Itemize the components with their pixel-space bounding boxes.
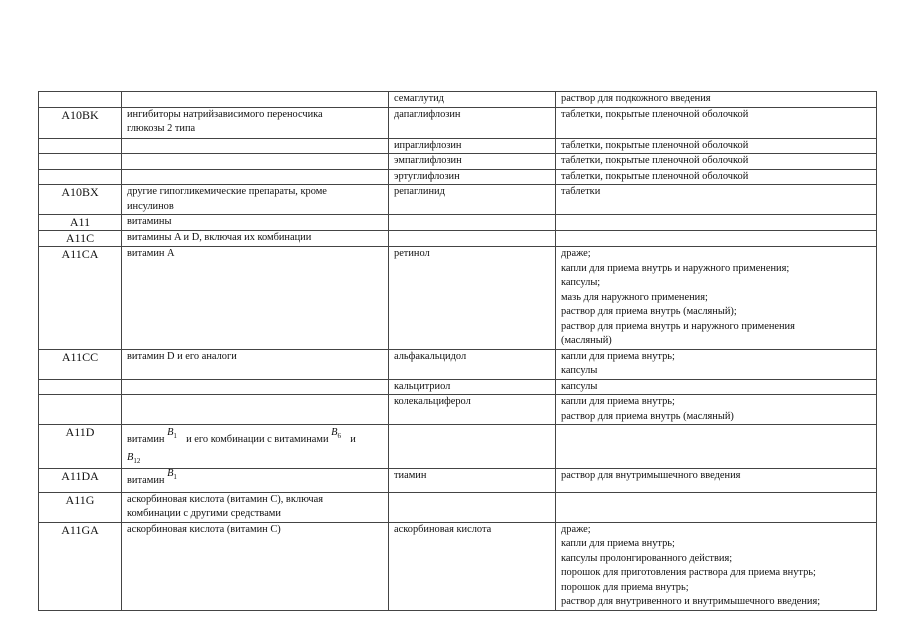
form-line: таблетки [561, 186, 601, 197]
table-row [39, 185, 877, 215]
forms-cell [556, 138, 877, 154]
forms-cell [556, 231, 877, 247]
group-line [127, 468, 383, 492]
atc-code-cell: A10BX [39, 185, 122, 215]
inn-cell [389, 492, 556, 522]
group-line [127, 451, 383, 469]
group-cell [122, 154, 389, 170]
group-text: и [350, 434, 356, 445]
table-row [39, 379, 877, 395]
group-line [127, 427, 383, 451]
group-text: витамин [127, 475, 165, 487]
group-text: и его комбинации с витаминами [186, 434, 329, 445]
inn-cell: эмпаглифлозин [389, 154, 556, 170]
group-cell [122, 379, 389, 395]
form-line: (масляный) [561, 335, 612, 346]
form-line: капли для приема внутрь; [561, 396, 675, 407]
table-row [39, 92, 877, 108]
table-row [39, 169, 877, 185]
group-cell [122, 169, 389, 185]
form-line: капсулы пролонгированного действия; [561, 552, 733, 564]
form-line: капсулы [561, 380, 598, 392]
group-text: витамин [127, 434, 165, 445]
atc-code-cell: A11G [39, 492, 122, 522]
inn-cell [389, 231, 556, 247]
group-line: аскорбиновая кислота (витамин C) [127, 523, 281, 535]
group-line: инсулинов [127, 200, 174, 212]
inn-cell [389, 215, 556, 231]
inn-cell: тиамин [389, 469, 556, 493]
atc-code-cell [39, 154, 122, 170]
forms-cell [556, 349, 877, 379]
atc-code-cell: A11DA [39, 469, 122, 493]
form-line: капли для приема внутрь; [561, 538, 675, 550]
inn-cell: аскорбиновая кислота [389, 522, 556, 610]
form-line: таблетки, покрытые пленочной оболочкой [561, 139, 749, 151]
atc-code-cell [39, 92, 122, 108]
table-row [39, 247, 877, 350]
vitamin-b12-symbol: $B_{12}$ [127, 451, 141, 465]
inn-cell: эртуглифлозин [389, 169, 556, 185]
forms-cell [556, 154, 877, 170]
form-line: капсулы; [561, 277, 601, 288]
group-line: витамины A и D, включая их комбинации [127, 232, 312, 243]
group-line: другие гипогликемические препараты, кроме [127, 186, 327, 197]
table-row [39, 425, 877, 469]
inn-cell: семаглутид [389, 92, 556, 108]
inn-cell: дапаглифлозин [389, 107, 556, 138]
atc-code-cell [39, 395, 122, 425]
group-cell [122, 231, 389, 247]
atc-code-cell: A11GA [39, 522, 122, 610]
forms-cell [556, 425, 877, 469]
group-line: комбинации с другими средствами [127, 508, 281, 520]
form-line: раствор для внутривенного и внутримышечного введения; [561, 596, 821, 608]
atc-code-cell: A11C [39, 231, 122, 247]
forms-cell [556, 522, 877, 610]
atc-code-cell [39, 169, 122, 185]
inn-cell: кальцитриол [389, 379, 556, 395]
inn-cell: ретинол [389, 247, 556, 350]
table-row [39, 107, 877, 138]
group-line: ингибиторы натрийзависимого переносчика [127, 108, 323, 120]
table-row [39, 522, 877, 610]
table-row [39, 231, 877, 247]
group-line: витамин A [127, 248, 175, 259]
group-cell [122, 185, 389, 215]
group-cell [122, 92, 389, 108]
table-row [39, 154, 877, 170]
form-line: таблетки, покрытые пленочной оболочкой [561, 170, 749, 182]
forms-cell [556, 169, 877, 185]
group-line: аскорбиновая кислота (витамин C), включая [127, 493, 324, 505]
drug-table [38, 91, 877, 611]
atc-code-cell: A11D [39, 425, 122, 469]
vitamin-b6-symbol: $B_6$ [331, 427, 341, 441]
group-cell [122, 349, 389, 379]
group-cell [122, 138, 389, 154]
form-line: порошок для приема внутрь; [561, 581, 689, 593]
table-row [39, 138, 877, 154]
vitamin-b1-symbol: $B_1$ [167, 427, 177, 441]
group-cell [122, 492, 389, 522]
form-line: раствор для приема внутрь (масляный); [561, 306, 737, 317]
table-row [39, 469, 877, 493]
atc-code-cell: A11 [39, 215, 122, 231]
form-line: капли для приема внутрь; [561, 350, 675, 362]
form-line: раствор для приема внутрь (масляный) [561, 410, 734, 422]
group-cell [122, 469, 389, 493]
form-line: мазь для наружного применения; [561, 291, 708, 303]
form-line: раствор для подкожного введения [561, 93, 711, 104]
forms-cell [556, 215, 877, 231]
inn-cell: ипраглифлозин [389, 138, 556, 154]
group-cell [122, 107, 389, 138]
atc-code-cell: A10BK [39, 107, 122, 138]
forms-cell [556, 247, 877, 350]
form-line: раствор для приема внутрь и наружного применения [561, 320, 795, 332]
atc-code-cell [39, 379, 122, 395]
group-line: витамины [127, 216, 172, 227]
table-row [39, 349, 877, 379]
form-line: таблетки, покрытые пленочной оболочкой [561, 155, 749, 166]
inn-cell [389, 425, 556, 469]
forms-cell [556, 469, 877, 493]
atc-code-cell [39, 138, 122, 154]
atc-code-cell: A11CA [39, 247, 122, 350]
table-row [39, 492, 877, 522]
group-cell [122, 425, 389, 469]
forms-cell [556, 395, 877, 425]
group-cell [122, 247, 389, 350]
inn-cell: репаглинид [389, 185, 556, 215]
group-cell [122, 522, 389, 610]
forms-cell [556, 492, 877, 522]
forms-cell [556, 185, 877, 215]
form-line: драже; [561, 248, 591, 259]
group-line: витамин D и его аналоги [127, 350, 237, 362]
forms-cell [556, 107, 877, 138]
form-line: порошок для приготовления раствора для приема внутрь; [561, 567, 816, 579]
vitamin-b1-symbol: $B_1$ [167, 468, 177, 482]
forms-cell [556, 379, 877, 395]
inn-cell: альфакальцидол [389, 349, 556, 379]
table-row [39, 215, 877, 231]
form-line: драже; [561, 523, 591, 535]
form-line: таблетки, покрытые пленочной оболочкой [561, 108, 749, 120]
forms-cell [556, 92, 877, 108]
group-cell [122, 395, 389, 425]
inn-cell: колекальциферол [389, 395, 556, 425]
atc-code-cell: A11CC [39, 349, 122, 379]
group-cell [122, 215, 389, 231]
form-line: раствор для внутримышечного введения [561, 470, 741, 482]
form-line: капсулы [561, 365, 598, 376]
group-line: глюкозы 2 типа [127, 123, 196, 134]
table-row [39, 395, 877, 425]
form-line: капли для приема внутрь и наружного применения; [561, 262, 790, 274]
